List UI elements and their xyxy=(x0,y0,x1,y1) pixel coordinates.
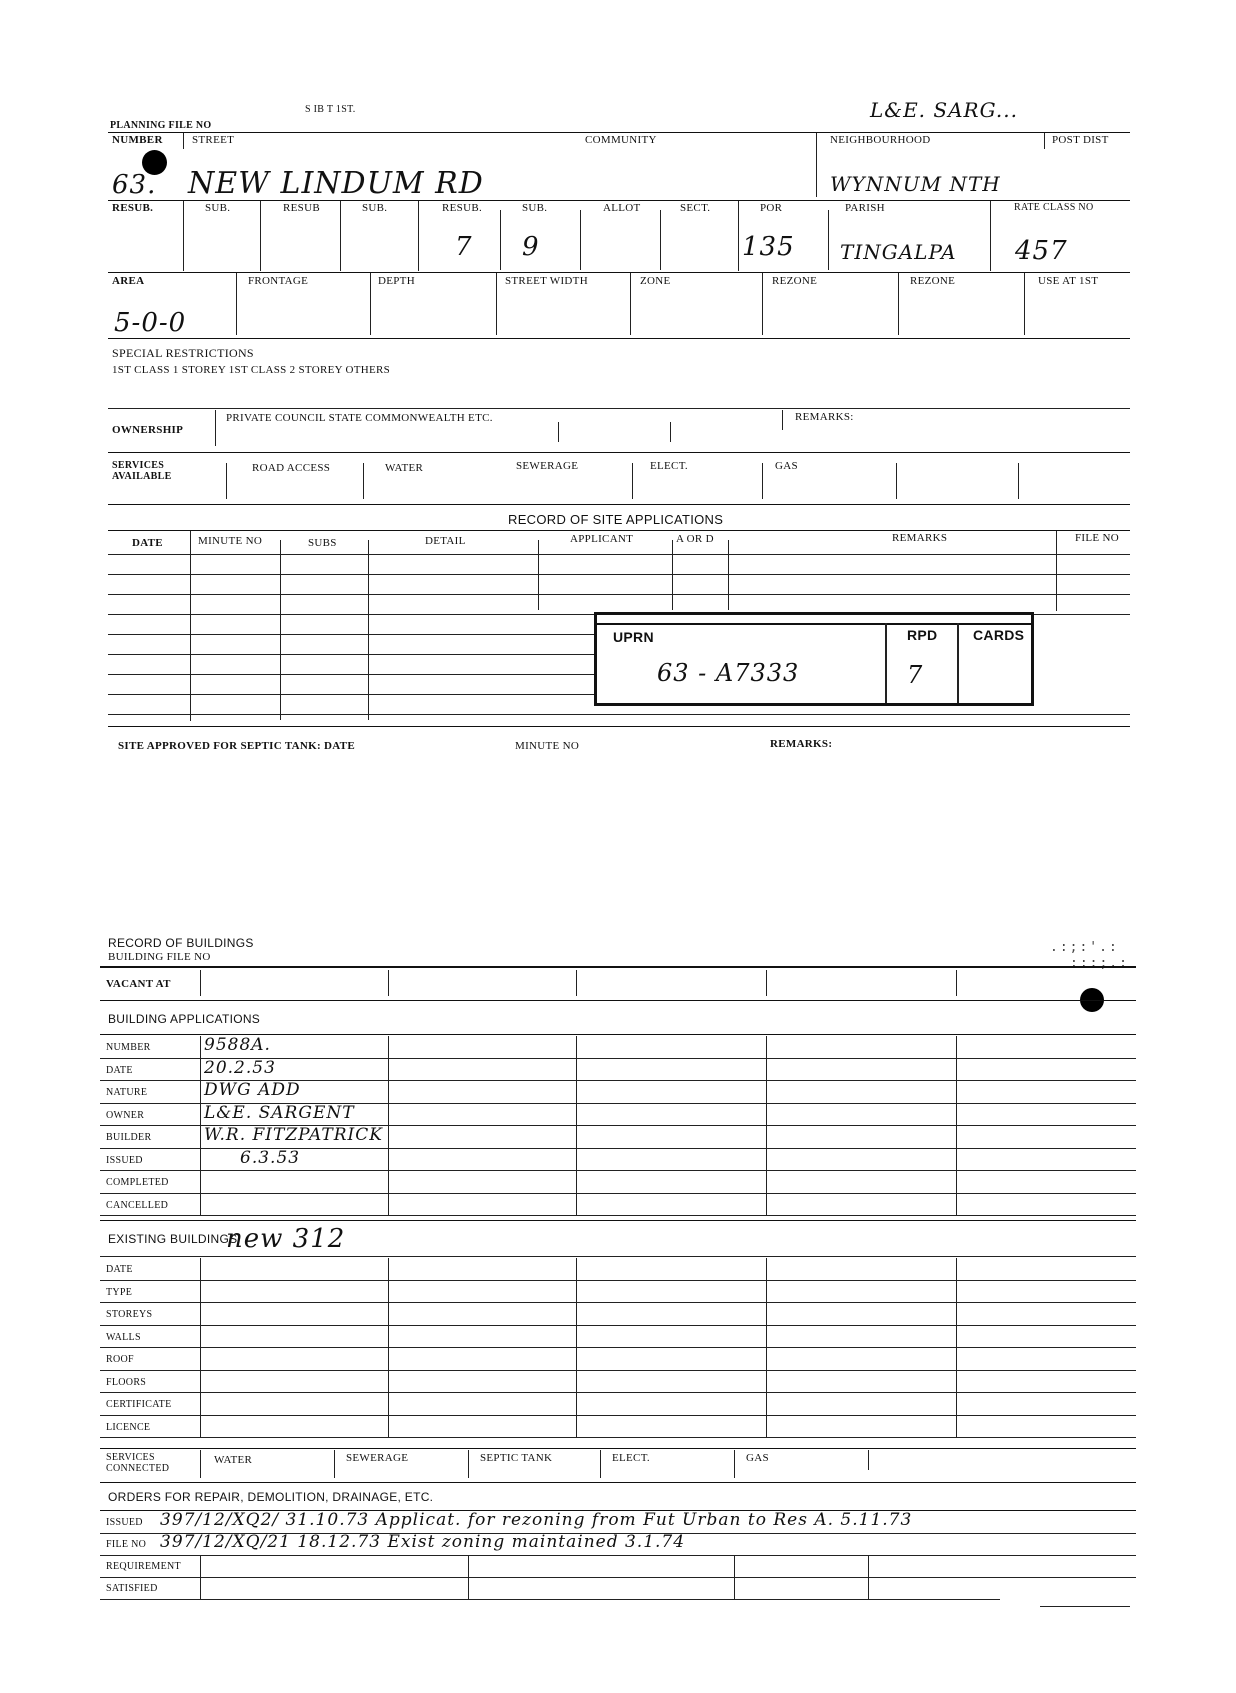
special-restrictions-label: SPECIAL RESTRICTIONS xyxy=(112,346,254,360)
rezone1-header: REZONE xyxy=(772,275,818,287)
column-divider xyxy=(576,1036,577,1216)
sub-value: 9 xyxy=(522,232,540,262)
services-connected-label-1: SERVICES xyxy=(106,1452,155,1463)
allot-header: ALLOT xyxy=(603,202,641,214)
frontage-header: FRONTAGE xyxy=(248,275,309,287)
resub2-header: RESUB xyxy=(283,202,320,214)
application-row-value: W.R. FITZPATRICK xyxy=(204,1125,383,1145)
column-divider xyxy=(956,1036,957,1216)
footer-remarks-label: REMARKS: xyxy=(770,738,833,750)
sect-header: SECT. xyxy=(680,202,711,214)
sub3-header: SUB. xyxy=(522,202,548,214)
column-divider xyxy=(766,1258,767,1438)
community-header: COMMUNITY xyxy=(585,134,657,146)
application-row-value: 6.3.53 xyxy=(240,1147,301,1168)
orders-row-label: ISSUED xyxy=(106,1517,143,1528)
column-divider xyxy=(576,1258,577,1438)
column-divider xyxy=(388,1036,389,1216)
row-divider xyxy=(100,1577,1136,1578)
por-header: POR xyxy=(760,202,783,214)
services-connected-label-2: CONNECTED xyxy=(106,1463,170,1474)
existing-row-label: CERTIFICATE xyxy=(106,1399,172,1410)
application-row-label: NUMBER xyxy=(106,1042,151,1053)
bldg-sewerage-label: SEWERAGE xyxy=(346,1452,409,1464)
application-row-label: OWNER xyxy=(106,1109,145,1121)
resub-value: 7 xyxy=(455,232,473,262)
neighbourhood-header: NEIGHBOURHOOD xyxy=(830,134,931,146)
bldg-septic-label: SEPTIC TANK xyxy=(480,1452,553,1464)
row-divider xyxy=(100,1392,1136,1393)
existing-row-label: DATE xyxy=(106,1264,133,1275)
street-width-header: STREET WIDTH xyxy=(505,275,588,287)
rezone2-header: REZONE xyxy=(910,275,956,287)
row-divider xyxy=(100,1370,1136,1371)
bldg-gas-label: GAS xyxy=(746,1452,769,1464)
gas-label: GAS xyxy=(775,460,798,472)
application-row-label: DATE xyxy=(106,1064,133,1076)
applications-title: BUILDING APPLICATIONS xyxy=(108,1012,261,1026)
orders-row-label: FILE NO xyxy=(106,1539,147,1550)
bldg-water-label: WATER xyxy=(214,1454,253,1466)
parish-value: TINGALPA xyxy=(840,240,957,264)
application-row-label: COMPLETED xyxy=(106,1177,169,1188)
road-access-label: ROAD ACCESS xyxy=(252,462,331,474)
record-minute-header: MINUTE NO xyxy=(198,535,263,547)
column-divider xyxy=(468,1556,469,1600)
record-date-header: DATE xyxy=(132,537,163,549)
vacant-at-label: VACANT AT xyxy=(106,978,171,990)
row-divider xyxy=(100,1415,1136,1416)
row-divider xyxy=(100,1325,1136,1326)
row-divider xyxy=(100,1555,1136,1556)
elect-label: ELECT. xyxy=(650,460,688,472)
column-divider xyxy=(200,1036,201,1216)
bldg-elect-label: ELECT. xyxy=(612,1452,650,1464)
number-header: NUMBER xyxy=(112,134,163,146)
existing-row-label: FLOORS xyxy=(106,1376,147,1388)
record-remarks-header: REMARKS xyxy=(892,532,948,544)
row-divider xyxy=(100,1215,1136,1216)
row-divider xyxy=(100,1437,1136,1438)
orders-row-value: 397/12/XQ2/ 31.10.73 Applicat. for rezoning from Fut Urban to Res A. 5.11.73 xyxy=(160,1510,913,1530)
record-aord-header: A OR D xyxy=(676,533,714,545)
class-line: 1ST CLASS 1 STOREY 1ST CLASS 2 STOREY OTHERS xyxy=(112,364,391,376)
orders-row-label: SATISFIED xyxy=(106,1583,158,1594)
site-approved-label: SITE APPROVED FOR SEPTIC TANK: DATE xyxy=(118,740,355,752)
existing-row-label: STOREYS xyxy=(106,1309,153,1320)
footer-minute-label: MINUTE NO xyxy=(515,740,580,752)
street-value: NEW LINDUM RD xyxy=(188,166,484,201)
existing-row-label: TYPE xyxy=(106,1286,133,1298)
water-label: WATER xyxy=(385,462,424,474)
area-value: 5-0-0 xyxy=(114,308,187,338)
application-row-label: ISSUED xyxy=(106,1154,143,1166)
record-subs-header: SUBS xyxy=(308,537,337,549)
row-divider xyxy=(100,1302,1136,1303)
por-value: 135 xyxy=(742,232,795,262)
services-available-label-1: SERVICES xyxy=(112,460,165,471)
top-right-handwriting: L&E. SARG... xyxy=(870,98,1018,122)
column-divider xyxy=(200,1556,201,1600)
record-detail-header: DETAIL xyxy=(425,535,466,547)
column-divider xyxy=(388,1258,389,1438)
uprn-label: UPRN xyxy=(613,629,654,645)
ownership-options: PRIVATE COUNCIL STATE COMMONWEALTH ETC. xyxy=(226,412,493,424)
application-row-label: CANCELLED xyxy=(106,1199,169,1211)
row-divider xyxy=(100,1599,1000,1600)
application-row-value: DWG ADD xyxy=(204,1080,301,1100)
rate-class-header: RATE CLASS NO xyxy=(1014,202,1094,213)
depth-header: DEPTH xyxy=(378,275,415,287)
record-file-header: FILE NO xyxy=(1075,532,1119,544)
number-value: 63. xyxy=(112,170,157,200)
uprn-value: 63 - A7333 xyxy=(657,659,800,687)
sewerage-label: SEWERAGE xyxy=(516,460,579,472)
uprn-stamp xyxy=(594,612,1034,706)
row-divider xyxy=(100,1280,1136,1281)
row-divider xyxy=(100,1347,1136,1348)
application-row-value: 9588A. xyxy=(204,1035,271,1055)
zone-header: ZONE xyxy=(640,275,671,287)
orders-row-value: 397/12/XQ/21 18.12.73 Exist zoning maintained 3.1.74 xyxy=(160,1532,686,1552)
record-applicant-header: APPLICANT xyxy=(570,533,634,545)
building-title: RECORD OF BUILDINGS xyxy=(108,936,254,950)
existing-row-label: LICENCE xyxy=(106,1421,151,1433)
post-dist-header: POST DIST xyxy=(1052,134,1109,146)
column-divider xyxy=(200,1258,201,1438)
column-divider xyxy=(734,1556,735,1600)
sub-header: SUB. xyxy=(205,202,231,214)
rpd-value: 7 xyxy=(907,661,924,689)
row-divider xyxy=(100,1170,1136,1171)
cards-label: CARDS xyxy=(973,627,1025,643)
neighbourhood-value: WYNNUM NTH xyxy=(830,172,1001,196)
orders-title: ORDERS FOR REPAIR, DEMOLITION, DRAINAGE, ETC. xyxy=(108,1490,434,1504)
existing-buildings-label: EXISTING BUILDINGS xyxy=(108,1232,238,1246)
top-faint-text: S IB T 1ST. xyxy=(305,104,356,115)
existing-buildings-handwriting: new 312 xyxy=(226,1224,346,1254)
record-title: RECORD OF SITE APPLICATIONS xyxy=(508,512,724,527)
orders-row-label: REQUIREMENT xyxy=(106,1561,181,1572)
planning-file-label: PLANNING FILE NO xyxy=(110,120,212,131)
street-header: STREET xyxy=(192,134,235,146)
noise-speckle: .:;:'.: xyxy=(1050,940,1119,955)
use-at-header: USE AT 1ST xyxy=(1038,275,1099,287)
row-divider xyxy=(100,1193,1136,1194)
ownership-label: OWNERSHIP xyxy=(112,424,184,436)
column-divider xyxy=(868,1556,869,1600)
column-divider xyxy=(766,1036,767,1216)
area-header: AREA xyxy=(112,275,145,287)
column-divider xyxy=(956,1258,957,1438)
application-row-value: L&E. SARGENT xyxy=(204,1102,355,1123)
divider xyxy=(108,132,1130,133)
application-row-label: BUILDER xyxy=(106,1132,152,1143)
building-file-label: BUILDING FILE NO xyxy=(108,951,211,963)
existing-row-label: ROOF xyxy=(106,1354,134,1365)
application-row-value: 20.2.53 xyxy=(204,1057,276,1078)
resub-header: RESUB. xyxy=(112,202,154,214)
existing-row-label: WALLS xyxy=(106,1331,141,1343)
application-row-label: NATURE xyxy=(106,1087,148,1098)
rpd-label: RPD xyxy=(907,627,938,643)
services-available-label-2: AVAILABLE xyxy=(112,471,172,482)
rate-value: 457 xyxy=(1015,236,1068,266)
sub2-header: SUB. xyxy=(362,202,388,214)
resub3-header: RESUB. xyxy=(442,202,483,214)
parish-header: PARISH xyxy=(845,202,885,214)
noise-speckle: :::;.: xyxy=(1070,956,1129,971)
ownership-remarks-label: REMARKS: xyxy=(795,411,854,423)
